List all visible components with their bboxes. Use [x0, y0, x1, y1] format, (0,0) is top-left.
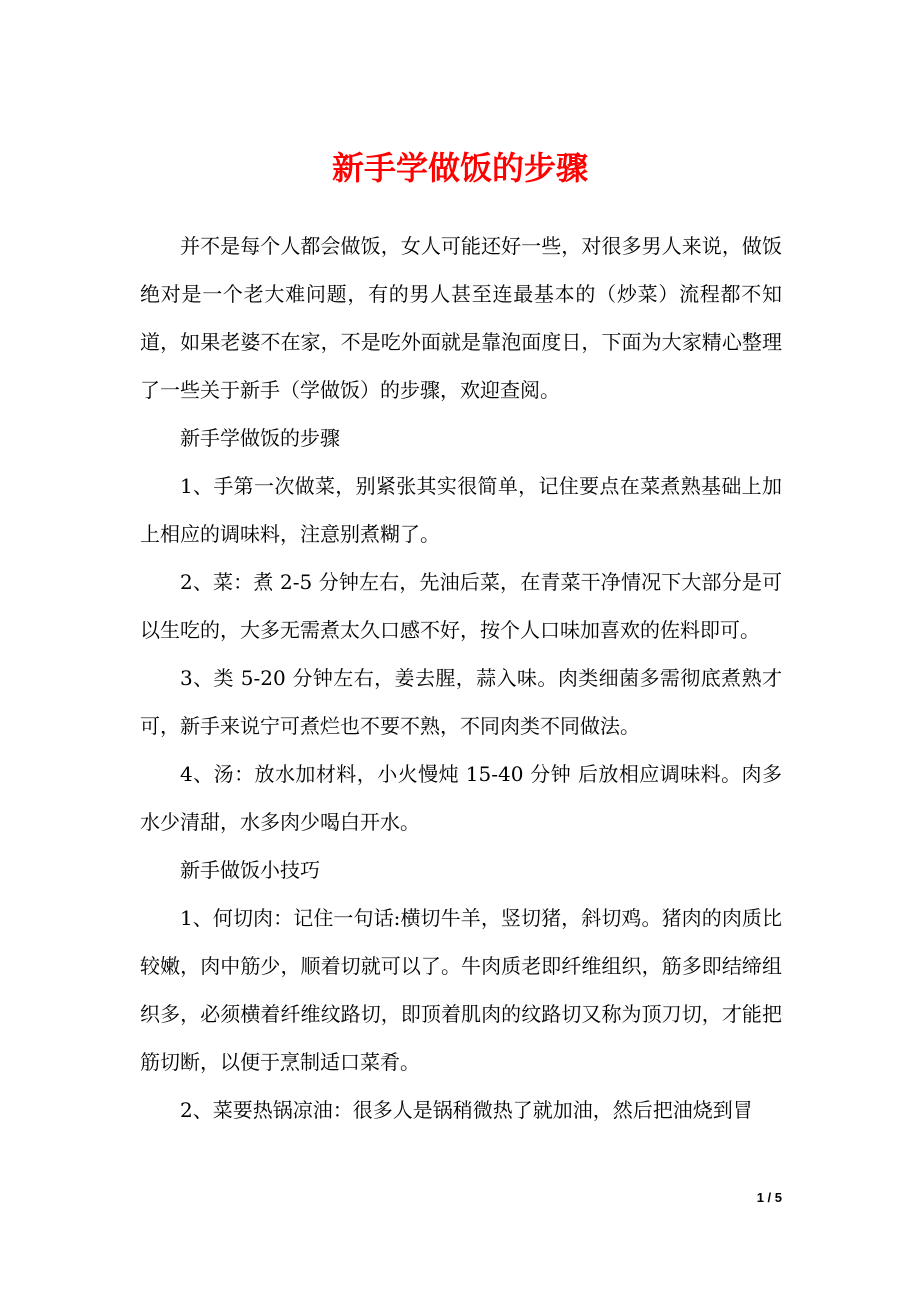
section-heading-steps: 新手学做饭的步骤	[180, 426, 340, 450]
tip-paragraph-2: 2、菜要热锅凉油：很多人是锅稍微热了就加油，然后把油烧到冒	[180, 1098, 753, 1122]
step-paragraph-3: 3、类 5-20 分钟左右，姜去腥，蒜入味。肉类细菌多需彻底煮熟才可，新手来说宁可煮烂也不要不熟，不同肉类不同做法。	[140, 666, 782, 738]
section-heading-tips: 新手做饭小技巧	[180, 858, 320, 882]
page-title: 新手学做饭的步骤	[331, 149, 588, 187]
page-number: 1 / 5	[756, 1190, 782, 1205]
step-paragraph-4: 4、汤：放水加材料，小火慢炖 15-40 分钟 后放相应调味料。肉多水少清甜，水多肉少喝白开水。	[140, 762, 782, 834]
step-paragraph-1: 1、手第一次做菜，别紧张其实很简单，记住要点在菜煮熟基础上加上相应的调味料，注意别煮糊了。	[140, 474, 782, 546]
document-body	[140, 222, 782, 1134]
step-paragraph-2: 2、菜：煮 2-5 分钟左右，先油后菜，在青菜干净情况下大部分是可以生吃的，大多无需煮太久口感不好，按个人口味加喜欢的佐料即可。	[140, 570, 782, 642]
tip-paragraph-1: 1、何切肉：记住一句话:横切牛羊，竖切猪，斜切鸡。猪肉的肉质比较嫩，肉中筋少，顺着切就可以了。牛肉质老即纤维组织，筋多即结缔组织多，必须横着纤维纹路切，即顶着肌肉的纹路切又称为顶刀切，才能把筋切断，以便于烹制适口菜肴。	[140, 906, 782, 1074]
intro-paragraph: 并不是每个人都会做饭，女人可能还好一些，对很多男人来说，做饭绝对是一个老大难问题，有的男人甚至连最基本的（炒菜）流程都不知道，如果老婆不在家，不是吃外面就是靠泡面度日，下面为大家精心整理了一些关于新手（学做饭）的步骤，欢迎查阅。	[140, 234, 782, 402]
